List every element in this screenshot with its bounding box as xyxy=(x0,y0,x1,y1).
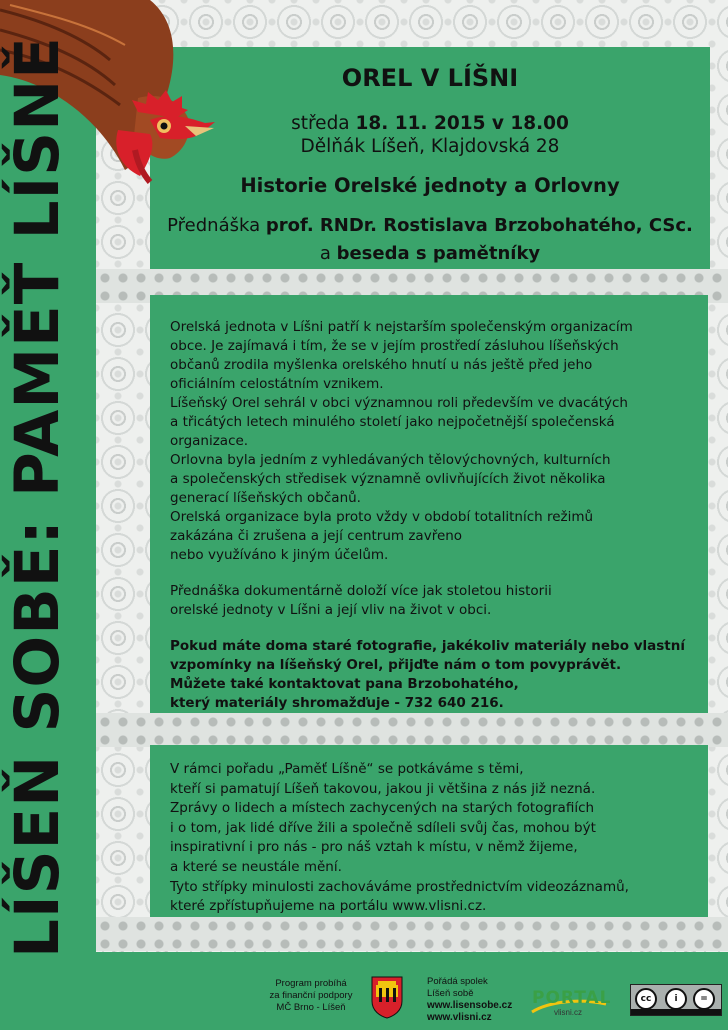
organizer-line: Pořádá spolek xyxy=(427,976,488,987)
portal-subtitle: vlisni.cz xyxy=(554,1008,583,1017)
creative-commons-icon xyxy=(630,984,722,1016)
support-line: Program probíhá xyxy=(275,978,347,989)
organizer-note xyxy=(427,976,527,1024)
event-subtitle: Historie Orelské jednoty a Orlovny xyxy=(240,174,620,197)
support-line: za finanční podpory xyxy=(269,990,353,1001)
event-place: Dělňák Líšeň, Klajdovská 28 xyxy=(300,136,560,157)
vertical-series-title: LÍŠEŇ SOBĚ: PAMĚŤ LÍŠNĚ xyxy=(2,36,73,958)
lecture-info xyxy=(150,212,710,268)
series-description: V rámci pořadu „Paměť Líšně“ se potkáváme s těmi, kteří si pamatují Líšeň takovou, jakou ji většina z nás již nezná. Zprávy o lidech a místech zachycených na starých fotografiích i o tom, jak lidé dříve žili a společně sdíleli svůj čas, mohou být inspirativní i pro nás - pro náš vztah k místu, v němž žijeme, a které se neustále mění. Tyto střípky minulosti zachováváme prostřednictvím videozáznamů, které zpřístupňujeme na portálu www.vlisni.cz. xyxy=(170,761,629,915)
portal-wordmark: PORTAL xyxy=(532,988,612,1008)
lecturer-name: prof. RNDr. Rostislava Brzobohatého, CSc. xyxy=(265,215,693,236)
portal-logo[interactable] xyxy=(528,984,610,1020)
date-value: 18. 11. 2015 v 18.00 xyxy=(355,113,569,134)
lecture-prefix: Přednáška xyxy=(167,215,266,236)
history-paragraph: Orelská jednota v Líšni patří k nejstarším společenským organizacím obce. Je zajímavá i tím, že se v jejím prostředí zásluhou líšeňských občanů zrodila myšlenka orelského hnutí u nás ještě před jeho oficiálním celostátním vznikem. Líšeňský Orel sehrál v obci významnou roli především ve dvacátých a třicátých letech minulého století jako nejpočetnější společenská organizace. Orlovna byla jedním z vyhledávaných tělovýchovných, kulturních a společenských středisek významně ovlivňujících život několika generací líšeňských občanů. Orelská organizace byla proto vždy v období totalitních režimů zakázána či zrušena a její centrum zavřeno nebo využíváno k jiným účelům. xyxy=(170,319,633,563)
organizer-line: Líšeň sobě xyxy=(427,988,474,999)
coat-of-arms-icon xyxy=(370,975,404,1019)
lace-strip-lower xyxy=(96,917,728,951)
event-date xyxy=(150,113,710,134)
lace-strip-middle xyxy=(96,713,728,747)
call-to-action: Pokud máte doma staré fotografie, jakékoliv materiály nebo vlastní vzpomínky na líšeňský Orel, přijďte nám o tom povyprávět. Můžete také kontaktovat pana Brzobohatého, který materiály shromažďuje - 732 640 216. xyxy=(170,638,685,711)
share-alike-icon: = xyxy=(693,988,715,1010)
support-note xyxy=(256,978,366,1014)
support-line: MČ Brno - Líšeň xyxy=(276,1002,346,1013)
lecture-paragraph: Přednáška dokumentárně doloží více jak stoletou historii orelské jednoty v Líšni a její vliv na život v obci. xyxy=(170,583,552,618)
cc-icon: cc xyxy=(635,988,657,1010)
website-link-lisensobe[interactable]: www.lisensobe.cz xyxy=(427,1000,513,1011)
info-text xyxy=(170,318,706,713)
attribution-icon: i xyxy=(665,988,687,1010)
license-strip xyxy=(631,1009,721,1015)
date-prefix: středa xyxy=(291,113,356,134)
lecture-and: a xyxy=(319,243,337,264)
event-title: OREL V LÍŠNI xyxy=(341,64,519,92)
discussion-label: beseda s pamětníky xyxy=(336,243,541,264)
website-link-vlisni[interactable]: www.vlisni.cz xyxy=(427,1012,492,1023)
